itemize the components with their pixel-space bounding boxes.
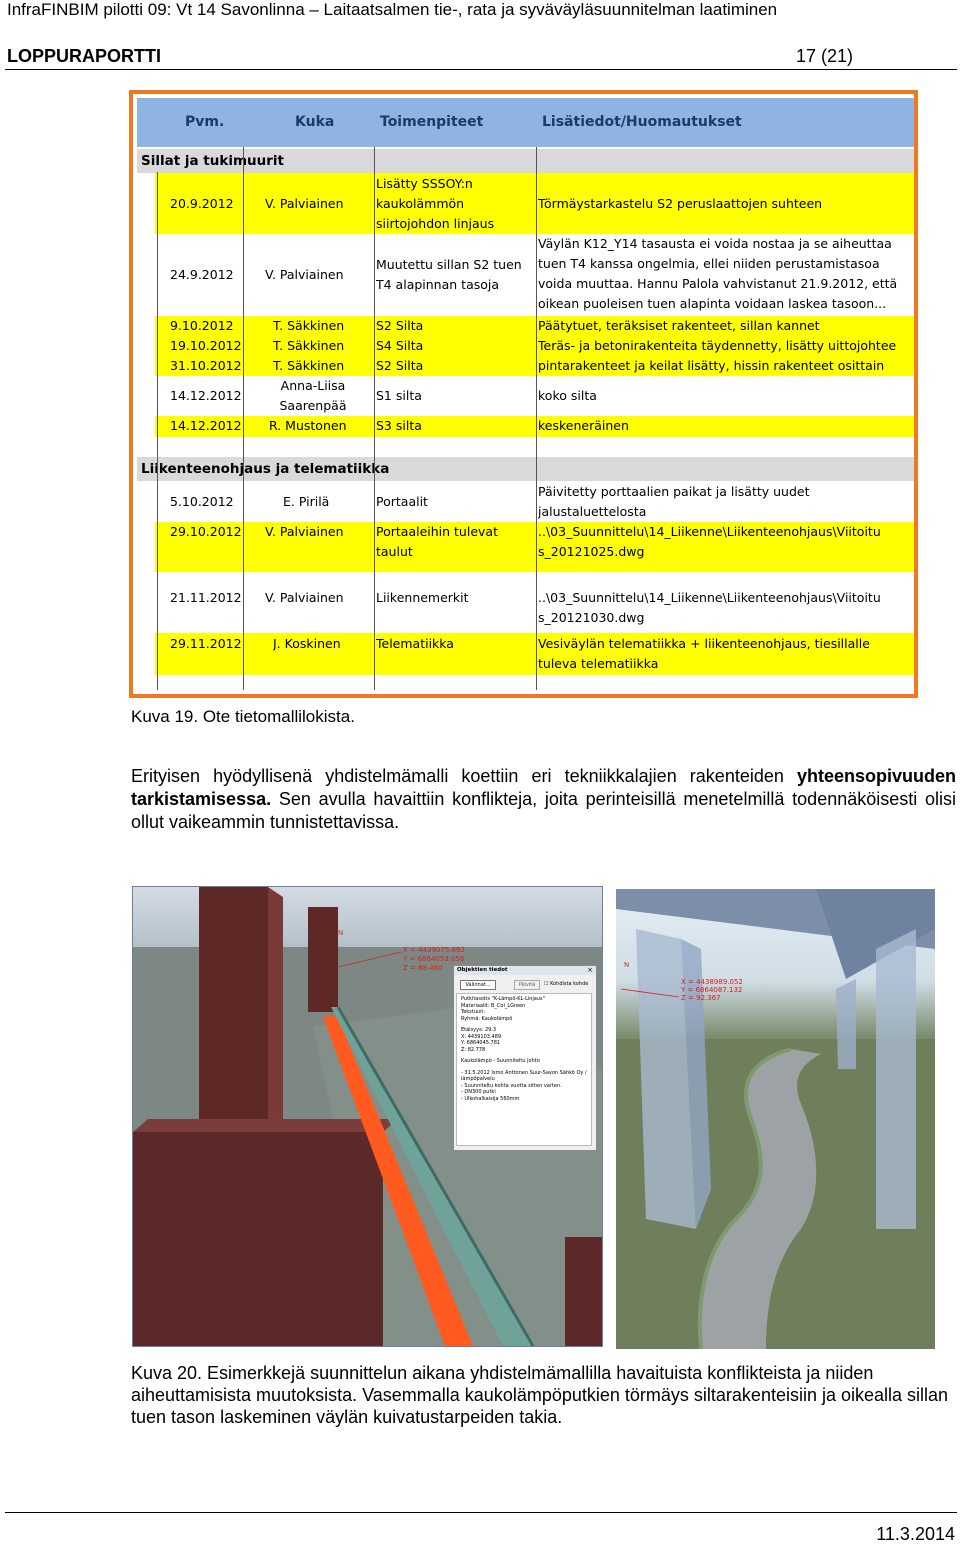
section-bridges [137, 149, 918, 173]
who-cell: J. Koskinen [273, 636, 341, 651]
column-divider [243, 147, 244, 690]
bridge-support-render [616, 889, 935, 1349]
dialog-line: Y: 6864045.781 [461, 1040, 501, 1046]
pipe-collision-image [132, 886, 603, 1347]
dialog-line: Ryhmä: Kaukolämpö [461, 1015, 513, 1022]
date-cell: 24.9.2012 [170, 267, 234, 282]
note-cell: ..\03_Suunnittelu\14_Liikenne\Liikenteenohjaus\Viitoitu s_20121030.dwg [538, 590, 881, 625]
coord-x: X = 4439075.692 [403, 946, 465, 954]
date-cell: 20.9.2012 [170, 196, 234, 211]
bridge-support-image [616, 889, 935, 1349]
footer-divider [5, 1512, 957, 1513]
action-cell: S3 silta [376, 418, 422, 433]
coord-z: Z = 92.367 [681, 994, 721, 1002]
dialog-line: Putkitasotis "K-Lämpö-KL-Linjaus" [461, 996, 545, 1002]
coord-x: X = 4438989.052 [681, 978, 743, 986]
header-divider [5, 69, 957, 70]
action-cell: S4 Silta [376, 338, 424, 353]
who-cell: V. Palviainen [265, 524, 344, 539]
section-traffic-control [137, 457, 918, 481]
note-cell: Päivitetty porttaalien paikat ja lisätty uudet jalustaluettelosta [538, 484, 810, 519]
paragraph-rest: Sen avulla havaittiin konflikteja, joita perinteisillä menetelmillä todennäköisesti olisi ollut vaikeammin tunnistettavissa. [131, 789, 956, 832]
note-cell: ..\03_Suunnittelu\14_Liikenne\Liikenteenohjaus\Viitoitu s_20121025.dwg [538, 524, 881, 559]
dialog-line: X: 4439103.489 [461, 1033, 502, 1040]
focus-checkbox-label: Kohdista kohde [550, 981, 589, 987]
action-cell: Portaaleihin tulevat taulut [376, 524, 498, 559]
dialog-title: Objektien tiedot [454, 966, 596, 975]
note-cell: Vesiväylän telematiikka + liikenteenohjaus, tiesillalle tuleva telematiikka [538, 636, 870, 671]
action-cell: Muutettu sillan S2 tuen T4 alapinnan tasoja [376, 257, 522, 292]
column-divider [157, 172, 158, 690]
who-cell: Anna-Liisa Saarenpää [279, 378, 347, 413]
note-cell: keskeneräinen [538, 418, 629, 433]
close-icon[interactable]: × [587, 966, 593, 974]
date-cell: 29.10.2012 [170, 524, 242, 539]
column-who: Kuka [295, 114, 335, 130]
body-paragraph [131, 765, 956, 834]
action-cell: Telematiikka [376, 636, 454, 651]
coord-z: Z = 88.460 [403, 964, 443, 972]
dialog-line: Z: 82.778 [461, 1046, 486, 1053]
who-cell: V. Palviainen [265, 267, 344, 282]
date-cell: 31.10.2012 [170, 358, 242, 373]
column-divider [536, 147, 537, 690]
action-cell: S1 silta [376, 388, 422, 403]
date-cell: 29.11.2012 [170, 636, 242, 651]
action-cell: Lisätty SSSOY:n kaukolämmön siirtojohdon linjaus [376, 176, 495, 231]
figure-19-caption: Kuva 19. Ote tietomallilokista. [131, 707, 355, 726]
dialog-line: - DN300 putki [461, 1089, 496, 1095]
dialog-line: lämpöpalvelu [461, 1076, 495, 1082]
dialog-content [456, 993, 592, 1146]
note-cell: Väylän K12_Y14 tasausta ei voida nostaa ja se aiheuttaa tuen T4 kanssa ongelmia, ellei niiden perustamistasoa voida muuttaa. Hannu Palola vahvistanut 21.9.2012, että oikean puoleisen tuen alapinta voidaan laskea tasoon... [538, 236, 898, 311]
note-cell: Törmäystarkastelu S2 peruslaattojen suhteen [538, 196, 823, 211]
section-title: Liikenteenohjaus ja telematiikka [141, 461, 390, 477]
who-cell: T. Säkkinen [273, 318, 345, 333]
column-action: Toimenpiteet [380, 114, 484, 130]
running-title: InfraFINBIM pilotti 09: Vt 14 Savonlinna – Laitaatsalmen tie-, rata ja syväväyläsuunnitelman laatiminen [7, 0, 778, 19]
action-cell: Portaalit [376, 494, 428, 509]
options-button[interactable]: Valinnat... [460, 980, 496, 990]
date-cell: 14.12.2012 [170, 418, 242, 433]
dialog-line: Kaukolämpö - Suunniteltu johto [461, 1058, 540, 1064]
dialog-line: Etäisyys: 29.3 [461, 1027, 497, 1033]
note-cell: Päätytuet, teräksiset rakenteet, sillan kannet [538, 318, 820, 333]
who-cell: V. Palviainen [265, 590, 344, 605]
log-table-header [137, 98, 918, 147]
date-cell: 21.11.2012 [170, 590, 242, 605]
date-cell: 5.10.2012 [170, 494, 234, 509]
footer-date: 11.3.2014 [876, 1524, 955, 1544]
dialog-line: - 31.5.2012 Ismo Anttonen Suur-Savon Sähkö Oy / [461, 1069, 587, 1076]
report-label: LOPPURAPORTTI [7, 46, 162, 66]
focus-checkbox[interactable]: ☐ Kohdista kohde [544, 981, 589, 987]
date-cell: 9.10.2012 [170, 318, 234, 333]
model-log-table [129, 90, 918, 698]
who-cell: R. Mustonen [269, 418, 347, 433]
who-cell: E. Pirilä [283, 494, 330, 509]
figure-20-caption: Kuva 20. Esimerkkejä suunnittelun aikana yhdistelmämallilla havaituista konflikteista ja niiden aiheuttamisista muutoksista. Vasemmalla kaukolämpöputkien törmäys siltarakenteisiin ja oikealla sillan tuen tason laskeminen väylän kuivatustarpeiden takia. [131, 1363, 949, 1427]
dialog-line: - Ulkohalkaisija 560mm [461, 1095, 520, 1102]
who-cell: V. Palviainen [265, 196, 344, 211]
date-cell: 14.12.2012 [170, 388, 242, 403]
dialog-line: Materiaalit: B_Col_LGreen [461, 1002, 526, 1009]
column-notes: Lisätiedot/Huomautukset [542, 114, 742, 130]
page-number: 17 (21) [796, 46, 854, 66]
north-marker: N [624, 961, 630, 969]
refresh-button[interactable]: Päivitä [514, 980, 540, 990]
dialog-line: Tekstuuri: [461, 1009, 486, 1015]
paragraph-emphasis: yhteensopivuuden tarkistamisessa. [131, 766, 956, 809]
action-cell: S2 Silta [376, 358, 424, 373]
dialog-line: - Suunniteltu kohta vuotta sitten varten. [461, 1082, 562, 1089]
action-cell: Liikennemerkit [376, 590, 469, 605]
coord-y: Y = 6864087.132 [681, 986, 743, 994]
note-cell: Teräs- ja betonirakenteita täydennetty, lisätty uittojohtee [538, 338, 897, 353]
action-cell: S2 Silta [376, 318, 424, 333]
object-info-dialog[interactable] [453, 965, 597, 1151]
north-marker: N [338, 929, 344, 937]
paragraph-lead: Erityisen hyödyllisenä yhdistelmämalli koettiin eri tekniikkalajien rakenteiden [131, 766, 797, 786]
section-title: Sillat ja tukimuurit [141, 153, 285, 169]
coord-y: Y = 6864053.056 [403, 955, 465, 963]
column-divider [374, 147, 375, 690]
note-cell: koko silta [538, 388, 597, 403]
who-cell: T. Säkkinen [273, 338, 345, 353]
who-cell: T. Säkkinen [273, 358, 345, 373]
column-date: Pvm. [185, 114, 225, 130]
note-cell: pintarakenteet ja keilat lisätty, hissin rakenteet osittain [538, 358, 885, 373]
date-cell: 19.10.2012 [170, 338, 242, 353]
